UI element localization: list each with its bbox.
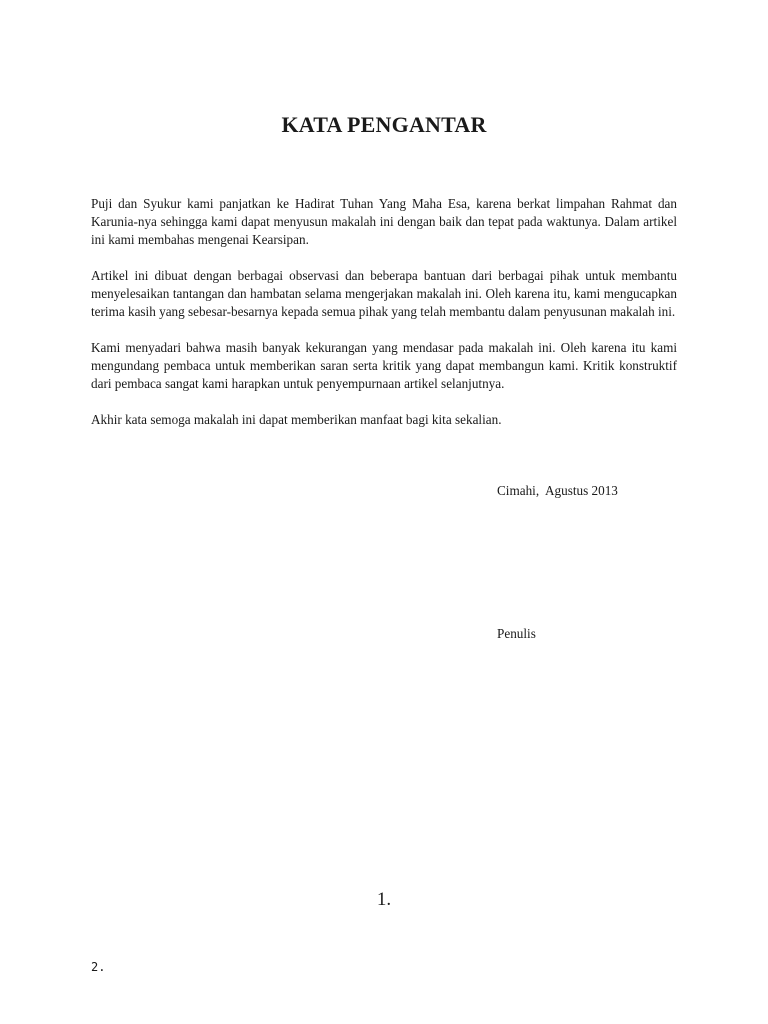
- paragraph-4: Akhir kata semoga makalah ini dapat memberikan manfaat bagi kita sekalian.: [91, 412, 502, 427]
- page-number: 1.: [376, 889, 392, 910]
- paragraph-1: Puji dan Syukur kami panjatkan ke Hadirat Tuhan Yang Maha Esa, karena berkat limpahan Rahmat dan Karunia-nya sehingga kami dapat menyusun makalah ini dengan baik dan tepat pada waktunya. Dalam artikel ini kami membahas mengenai Kearsipan.: [91, 196, 677, 247]
- document-body: [91, 195, 677, 447]
- footer-number: 2.: [91, 960, 106, 974]
- page-title: KATA PENGANTAR: [281, 112, 487, 137]
- paragraph-3: Kami menyadari bahwa masih banyak kekurangan yang mendasar pada makalah ini. Oleh karena itu kami mengundang pembaca untuk memberikan saran serta kritik yang dapat membangun kami. Kritik konstruktif dari pembaca sangat kami harapkan untuk penyempurnaan artikel selanjutnya.: [91, 340, 677, 391]
- author-signature: Penulis: [497, 626, 536, 641]
- place-date: Cimahi, Agustus 2013: [497, 483, 618, 498]
- paragraph-2: Artikel ini dibuat dengan berbagai observasi dan beberapa bantuan dari berbagai pihak untuk membantu menyelesaikan tantangan dan hambatan selama mengerjakan makalah ini. Oleh karena itu, kami mengucapkan terima kasih yang sebesar-besarnya kepada semua pihak yang telah membantu dalam penyusunan makalah ini.: [91, 268, 677, 319]
